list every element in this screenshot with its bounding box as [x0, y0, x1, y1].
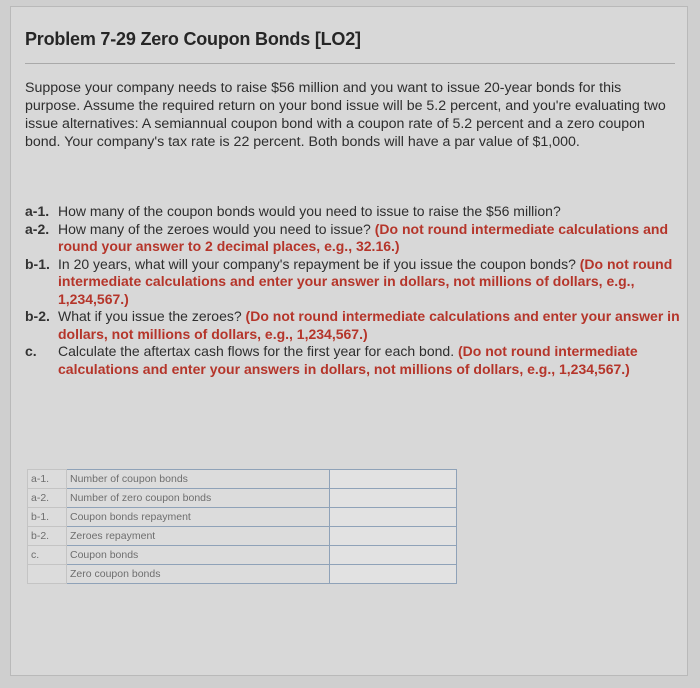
- coupon-bonds-aftertax-input[interactable]: [330, 546, 456, 564]
- question-c: [25, 343, 680, 378]
- problem-intro: Suppose your company needs to raise $56 million and you want to issue 20-year bonds for this purpose. Assume the required return on your bond issue will be 5.2 percent, and you're evaluating two issue alternatives: A semiannual coupon bond with a coupon rate of 5.2 percent and a zero coupon bond. Your company's tax rate is 22 percent. Both bonds will have a par value of $1,000.: [25, 80, 666, 150]
- zero-coupon-bonds-count-input[interactable]: [330, 489, 456, 507]
- answer-row-label: [28, 565, 67, 584]
- answer-row: [28, 565, 457, 584]
- problem-title: Problem 7-29 Zero Coupon Bonds [LO2]: [25, 29, 361, 49]
- question-note: (Do not round intermediate calculations and enter your answers in dollars, not millions of dollars, e.g., 1,234,567.): [58, 343, 638, 377]
- answer-row-description: Number of coupon bonds: [67, 470, 330, 489]
- question-text: In 20 years, what will your company's repayment be if you issue the coupon bonds?: [58, 255, 576, 272]
- question-text: What if you issue the zeroes?: [58, 308, 242, 324]
- title-divider: [25, 63, 675, 64]
- question-label: b-1.: [25, 255, 50, 272]
- question-text: How many of the zeroes would you need to issue?: [58, 220, 371, 237]
- question-note: (Do not round intermediate calculations and round your answer to 2 decimal places, e.g., 32.16.): [58, 220, 668, 254]
- answer-row-description: Zero coupon bonds: [67, 565, 330, 584]
- question-note: (Do not round intermediate calculations and enter your answer in dollars, not millions of dollars, e.g., 1,234,567.): [58, 308, 680, 342]
- question-a1: [25, 203, 680, 221]
- question-label: a-1.: [25, 203, 50, 219]
- question-list: [25, 203, 680, 378]
- answer-row-description: Zeroes repayment: [67, 527, 330, 546]
- zero-coupon-bonds-aftertax-input[interactable]: [330, 565, 456, 583]
- coupon-bonds-repayment-input[interactable]: [330, 508, 456, 526]
- answer-table: [27, 469, 457, 584]
- question-label: a-2.: [25, 220, 50, 237]
- answer-row-label: c.: [28, 546, 67, 565]
- answer-row-label: b-2.: [28, 527, 67, 546]
- question-text: How many of the coupon bonds would you need to issue to raise the $56 million?: [58, 203, 561, 219]
- answer-row-label: b-1.: [28, 508, 67, 527]
- coupon-bonds-count-input[interactable]: [330, 470, 456, 488]
- answer-row: [28, 489, 457, 508]
- question-a2: [25, 221, 680, 256]
- answer-row-label: a-2.: [28, 489, 67, 508]
- question-b1: [25, 256, 680, 309]
- question-note: (Do not round intermediate calculations and enter your answer in dollars, not millions of dollars, e.g., 1,234,567.): [58, 255, 673, 307]
- answer-row: [28, 527, 457, 546]
- answer-row: [28, 470, 457, 489]
- answer-row-description: Coupon bonds repayment: [67, 508, 330, 527]
- answer-row-description: Number of zero coupon bonds: [67, 489, 330, 508]
- answer-row-description: Coupon bonds: [67, 546, 330, 565]
- problem-page: [10, 6, 688, 676]
- answer-row: [28, 508, 457, 527]
- zeroes-repayment-input[interactable]: [330, 527, 456, 545]
- question-label: c.: [25, 343, 37, 359]
- question-label: b-2.: [25, 308, 50, 324]
- answer-row: [28, 546, 457, 565]
- question-b2: [25, 308, 680, 343]
- answer-row-label: a-1.: [28, 470, 67, 489]
- question-text: Calculate the aftertax cash flows for the first year for each bond.: [58, 343, 455, 359]
